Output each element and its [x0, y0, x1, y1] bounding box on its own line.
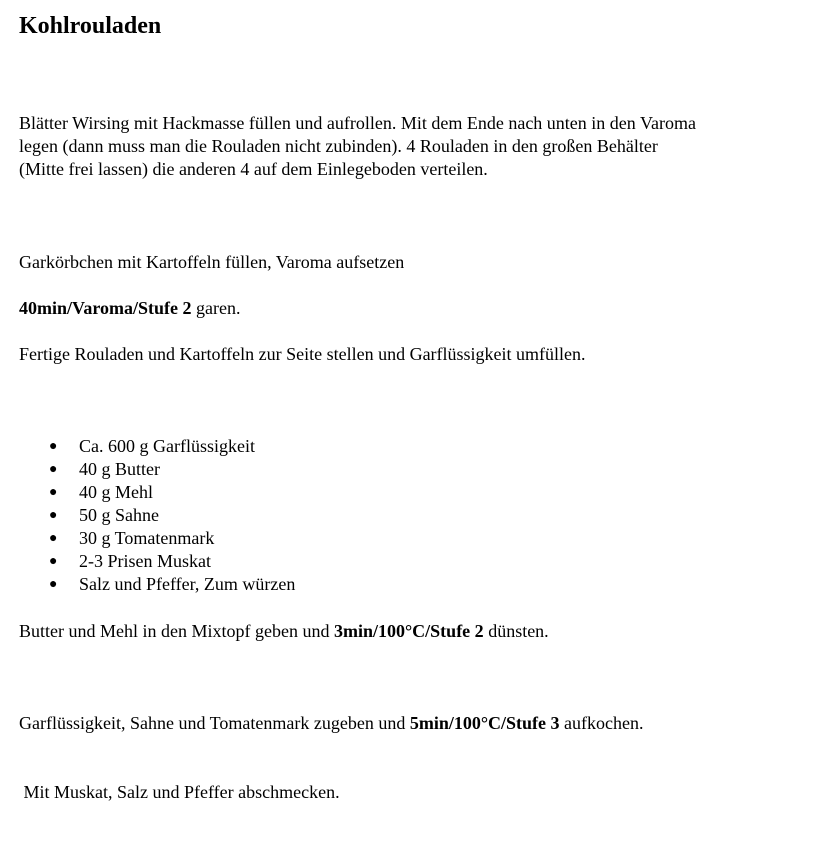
paragraph-line: legen (dann muss man die Rouladen nicht zubinden). 4 Rouladen in den großen Behälter	[19, 136, 658, 156]
sauce-line-1	[19, 712, 809, 735]
bullet-icon: ●	[49, 439, 58, 454]
paragraph-roux	[19, 620, 809, 643]
ingredient-text: Ca. 600 g Garflüssigkeit	[79, 436, 255, 456]
list-item	[19, 550, 295, 573]
ingredient-text: 50 g Sahne	[79, 505, 159, 525]
paragraph-sauce	[19, 666, 809, 850]
sauce-text-before: Garflüssigkeit, Sahne und Tomatenmark zugeben und	[19, 713, 410, 733]
sauce-text-after: aufkochen.	[559, 713, 644, 733]
paragraph-set-aside: Fertige Rouladen und Kartoffeln zur Seite stellen und Garflüssigkeit umfüllen.	[19, 344, 586, 364]
paragraph-cook-time	[19, 297, 809, 320]
bullet-icon: ●	[49, 554, 58, 569]
paragraph-line: Blätter Wirsing mit Hackmasse füllen und aufrollen. Mit dem Ende nach unten in den Varoma	[19, 113, 696, 133]
ingredient-list	[19, 435, 295, 596]
bullet-icon: ●	[49, 485, 58, 500]
list-item	[19, 435, 295, 458]
sauce-setting: 5min/100°C/Stufe 3	[409, 713, 560, 733]
list-item	[19, 573, 295, 596]
bullet-icon: ●	[49, 531, 58, 546]
cook-setting-text: garen.	[191, 298, 241, 318]
list-item	[19, 481, 295, 504]
sauce-line-2: Mit Muskat, Salz und Pfeffer abschmecken.	[19, 782, 340, 802]
recipe-title: Kohlrouladen	[19, 13, 162, 39]
ingredient-text: 30 g Tomatenmark	[79, 528, 215, 548]
list-item	[19, 527, 295, 550]
ingredient-text: Salz und Pfeffer, Zum würzen	[79, 574, 296, 594]
bullet-icon: ●	[49, 577, 58, 592]
cook-setting: 40min/Varoma/Stufe 2	[19, 298, 192, 318]
paragraph-potatoes: Garkörbchen mit Kartoffeln füllen, Varoma aufsetzen	[19, 252, 405, 272]
paragraph-prepare-rolls	[19, 112, 809, 181]
ingredient-text: 40 g Butter	[79, 459, 160, 479]
bullet-icon: ●	[49, 462, 58, 477]
roux-text-after: dünsten.	[483, 621, 549, 641]
roux-text-before: Butter und Mehl in den Mixtopf geben und	[19, 621, 334, 641]
ingredient-text: 2-3 Prisen Muskat	[79, 551, 211, 571]
paragraph-line: (Mitte frei lassen) die anderen 4 auf dem Einlegeboden verteilen.	[19, 159, 488, 179]
list-item	[19, 504, 295, 527]
bullet-icon: ●	[49, 508, 58, 523]
ingredient-text: 40 g Mehl	[79, 482, 153, 502]
roux-setting: 3min/100°C/Stufe 2	[333, 621, 484, 641]
list-item	[19, 458, 295, 481]
